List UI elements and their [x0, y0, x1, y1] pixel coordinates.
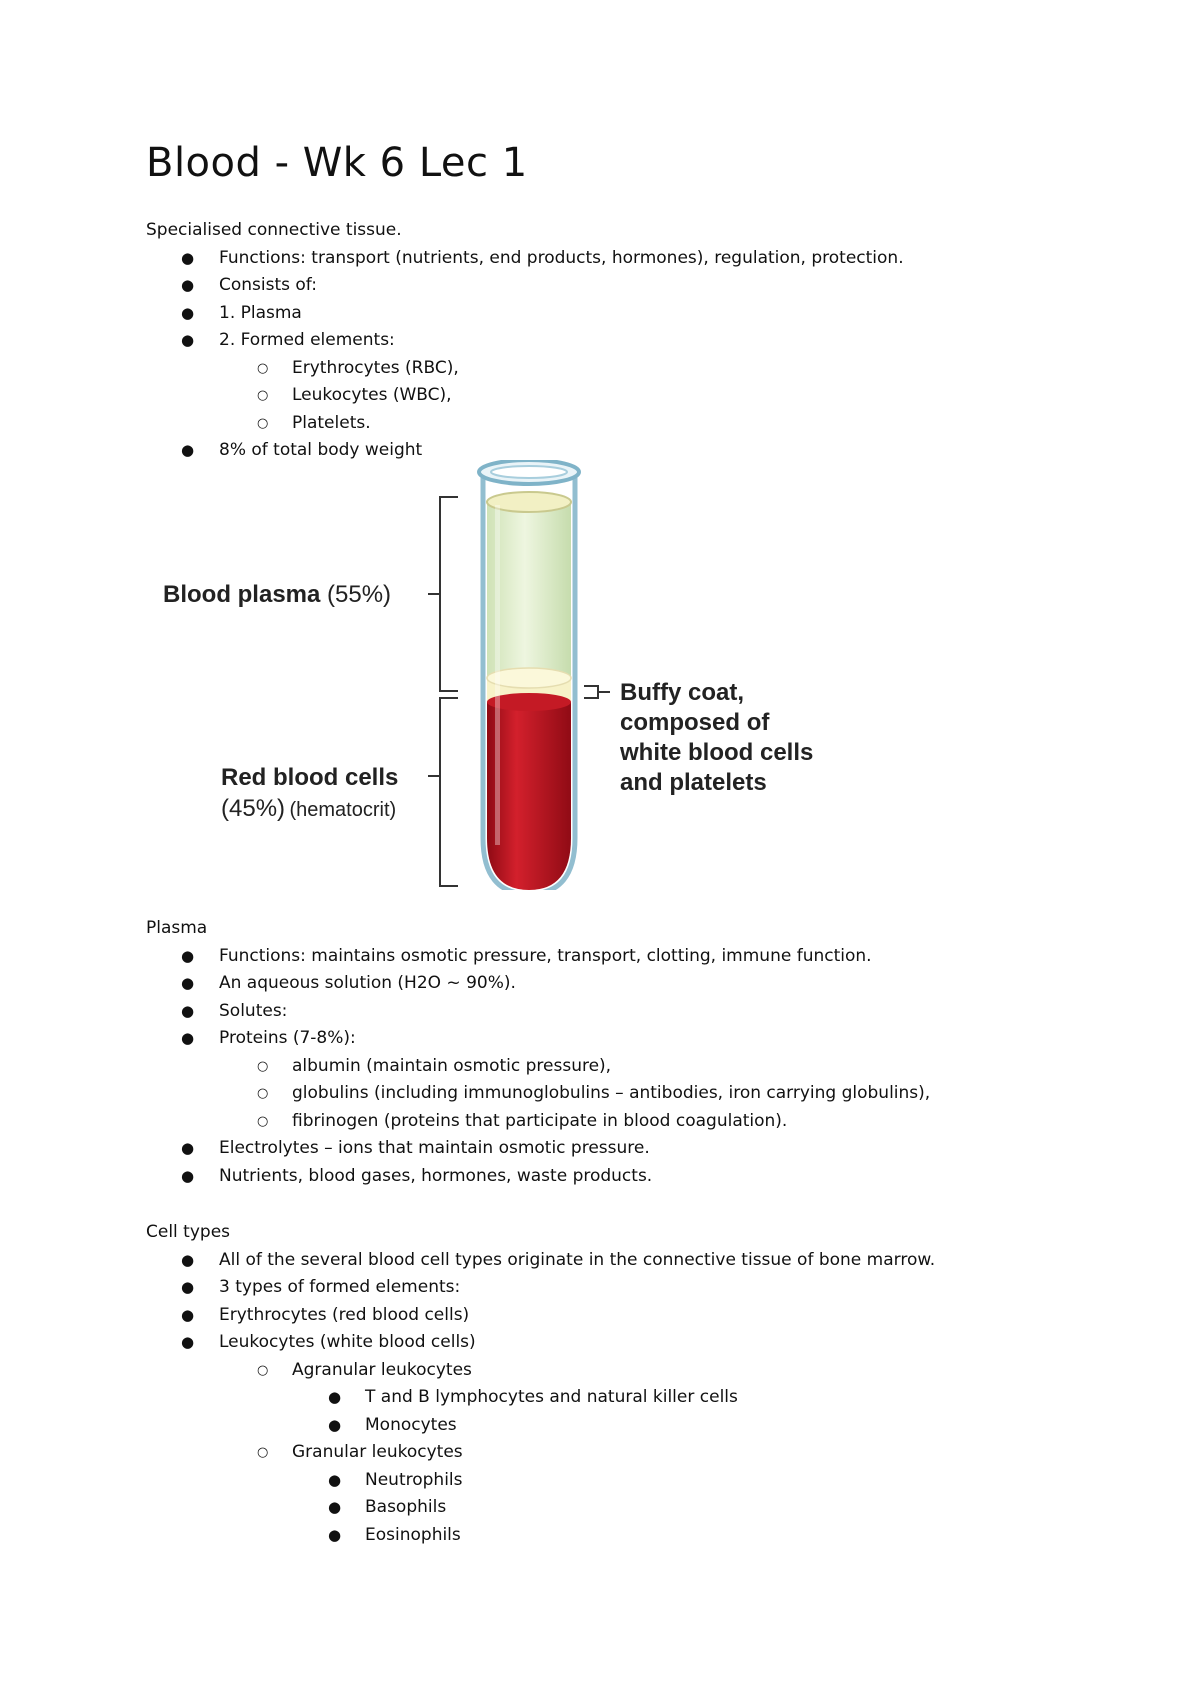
page-title: Blood - Wk 6 Lec 1	[146, 140, 528, 186]
bullet-icon: ●	[181, 331, 195, 349]
list-subitem: ○ Agranular leukocytes	[146, 1357, 1106, 1385]
bullet-icon: ●	[181, 276, 195, 294]
cell-types-section	[146, 1219, 1106, 1549]
list-item: ● 8% of total body weight	[146, 437, 1106, 465]
buffy-label-line-2: composed of	[620, 709, 770, 736]
bullet-icon: ●	[328, 1388, 342, 1406]
list-subsubitem: ● Neutrophils	[146, 1467, 1106, 1495]
list-subsubitem: ● Eosinophils	[146, 1522, 1106, 1550]
intro-heading: Specialised connective tissue.	[146, 220, 402, 240]
plasma-heading: Plasma	[146, 918, 208, 938]
list-subitem: ○ Erythrocytes (RBC),	[146, 355, 1106, 383]
list-item: ● Nutrients, blood gases, hormones, waste products.	[146, 1163, 1106, 1191]
buffy-label-line-1: Buffy coat,	[620, 679, 745, 706]
list-item: ● Erythrocytes (red blood cells)	[146, 1302, 1106, 1330]
circle-bullet-icon: ○	[257, 388, 269, 403]
rbc-bracket	[428, 698, 458, 886]
bullet-icon: ●	[181, 1305, 195, 1324]
list-item: ● Leukocytes (white blood cells)	[146, 1329, 1106, 1357]
bullet-icon: ●	[181, 1278, 195, 1296]
circle-bullet-icon: ○	[257, 1058, 269, 1074]
list-subitem: ○ Platelets.	[146, 410, 1106, 438]
intro-list	[146, 245, 1106, 465]
list-subitem: ○ Granular leukocytes	[146, 1439, 1106, 1467]
buffy-label-line-4: and platelets	[620, 769, 767, 796]
bullet-icon: ●	[181, 974, 195, 992]
list-item: ● All of the several blood cell types originate in the connective tissue of bone marrow.	[146, 1247, 1106, 1275]
rbc-sub-label: (45%) (hematocrit)	[221, 795, 397, 822]
bullet-icon: ●	[181, 1001, 195, 1020]
bullet-icon: ●	[181, 303, 195, 322]
tube-highlight	[495, 505, 500, 845]
buffy-label-line-3: white blood cells	[620, 739, 814, 766]
bullet-icon: ●	[181, 441, 195, 459]
bullet-icon: ●	[181, 1139, 195, 1157]
bullet-icon: ●	[181, 248, 195, 267]
list-item: ● Proteins (7-8%):	[146, 1025, 1106, 1053]
blood-composition-figure	[158, 460, 878, 890]
list-subitem: ○ globulins (including immunoglobulins – antibodies, iron carrying globulins),	[146, 1080, 1106, 1108]
plasma-bracket	[428, 497, 458, 691]
bullet-icon: ●	[328, 1415, 342, 1434]
bullet-icon: ●	[328, 1525, 342, 1544]
list-item: ● Functions: maintains osmotic pressure, transport, clotting, immune function.	[146, 943, 1106, 971]
circle-bullet-icon: ○	[257, 1113, 269, 1129]
circle-bullet-icon: ○	[257, 1086, 269, 1101]
tube-opening	[491, 466, 567, 478]
cell-types-heading: Cell types	[146, 1222, 231, 1242]
bullet-icon: ●	[181, 946, 195, 965]
intro-section	[146, 217, 1106, 465]
circle-bullet-icon: ○	[257, 1362, 269, 1378]
list-item: ● 2. Formed elements:	[146, 327, 1106, 355]
list-item: ● Functions: transport (nutrients, end products, hormones), regulation, protection.	[146, 245, 1106, 273]
list-item: ● Electrolytes – ions that maintain osmotic pressure.	[146, 1135, 1106, 1163]
cell-types-list	[146, 1247, 1106, 1550]
list-subsubitem: ● Monocytes	[146, 1412, 1106, 1440]
list-subsubitem: ● Basophils	[146, 1494, 1106, 1522]
circle-bullet-icon: ○	[257, 360, 269, 376]
bullet-icon: ●	[181, 1029, 195, 1047]
list-subitem: ○ albumin (maintain osmotic pressure),	[146, 1053, 1106, 1081]
plasma-label: Blood plasma (55%)	[163, 581, 392, 608]
bullet-icon: ●	[328, 1470, 342, 1489]
plasma-list	[146, 943, 1106, 1191]
plasma-section	[146, 915, 1106, 1190]
bullet-icon: ●	[181, 1250, 195, 1269]
list-item: ● Consists of:	[146, 272, 1106, 300]
bullet-icon: ●	[181, 1166, 195, 1185]
list-item: ● An aqueous solution (H2O ~ 90%).	[146, 970, 1106, 998]
circle-bullet-icon: ○	[257, 1445, 269, 1460]
rbc-label: Red blood cells	[221, 764, 399, 791]
bullet-icon: ●	[328, 1498, 342, 1516]
buffy-bracket	[584, 686, 610, 698]
list-subsubitem: ● T and B lymphocytes and natural killer cells	[146, 1384, 1106, 1412]
bullet-icon: ●	[181, 1333, 195, 1351]
circle-bullet-icon: ○	[257, 415, 269, 431]
list-subitem: ○ fibrinogen (proteins that participate in blood coagulation).	[146, 1108, 1106, 1136]
list-subitem: ○ Leukocytes (WBC),	[146, 382, 1106, 410]
list-item: ● Solutes:	[146, 998, 1106, 1026]
list-item: ● 1. Plasma	[146, 300, 1106, 328]
list-item: ● 3 types of formed elements:	[146, 1274, 1106, 1302]
